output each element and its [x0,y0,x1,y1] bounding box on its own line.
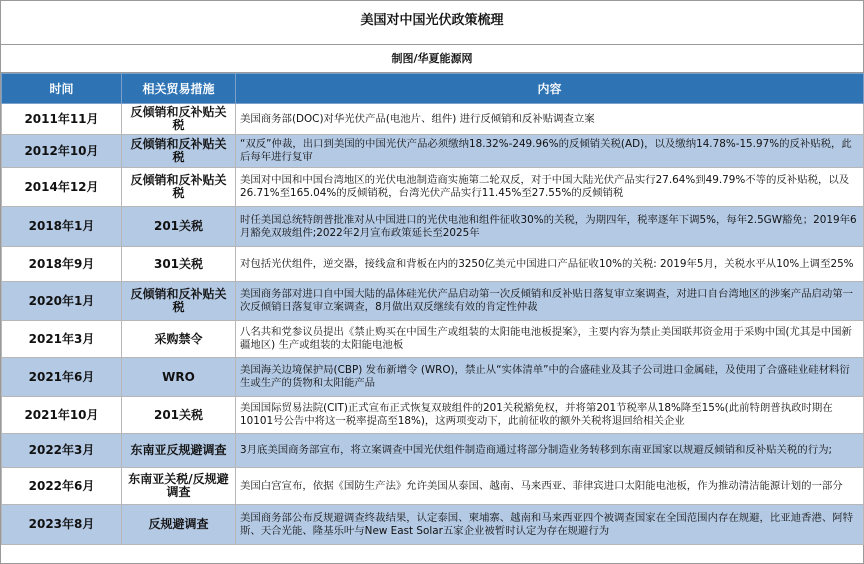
measure-cell: 反规避调查 [122,505,236,545]
measure-cell: 201关税 [122,397,236,434]
content-cell: 时任美国总统特朗普批准对从中国进口的光伏电池和组件征收30%的关税，为期四年，税率逐年下调5%，每年2.5GW豁免；2019年6月豁免双玻组件;2022年2月宣布政策延长至2025年 [236,207,864,247]
table-header-row [2,74,864,104]
time-cell: 2011年11月 [2,104,122,135]
content-cell: 美国海关边境保护局(CBP) 发布新增令 (WRO)，禁止从“实体清单”中的合盛硅业及其子公司进口金属硅，及使用了合盛硅业硅材料衍生或生产的货物和太阳能产品 [236,358,864,397]
measure-cell: WRO [122,358,236,397]
time-cell: 2021年6月 [2,358,122,397]
measure-cell: 反倾销和反补贴关税 [122,135,236,168]
content-cell: 美国商务部公布反规避调查终裁结果，认定泰国、柬埔寨、越南和马来西亚四个被调查国家在全国范围内存在规避，比亚迪香港、阿特斯、天合光能、隆基乐叶与New East Solar五家企业被暂时认定为存在规避行为 [236,505,864,545]
measure-cell: 东南亚关税/反规避调查 [122,468,236,505]
table-body [2,104,864,545]
time-cell: 2018年1月 [2,207,122,247]
content-cell: “双反”仲裁，出口到美国的中国光伏产品必须缴纳18.32%-249.96%的反倾销关税(AD)，以及缴纳14.78%-15.97%的反补贴税，此后每年进行复审 [236,135,864,168]
time-cell: 2022年3月 [2,434,122,468]
time-cell: 2020年1月 [2,282,122,321]
content-cell: 八名共和党参议员提出《禁止购买在中国生产或组装的太阳能电池板提案》，主要内容为禁止美国联邦资金用于采购中国(尤其是中国新疆地区) 生产或组装的太阳能电池板 [236,321,864,358]
table-row [2,321,864,358]
policy-table [1,73,864,545]
content-cell: 美国国际贸易法院(CIT)正式宣布正式恢复双玻组件的201关税豁免权，并将第201节税率从18%降至15%(此前特朗普执政时期在10101号公告中将这一税率提高至18%)，这两项变动下，此前征收的额外关税将退回给相关企业 [236,397,864,434]
time-cell: 2022年6月 [2,468,122,505]
content-cell: 美国白宫宣布，依据《国防生产法》允许美国从泰国、越南、马来西亚、菲律宾进口太阳能电池板，作为推动清洁能源计划的一部分 [236,468,864,505]
content-cell: 美国商务部对进口自中国大陆的晶体硅光伏产品启动第一次反倾销和反补贴日落复审立案调查，对进口自台湾地区的涉案产品启动第一次反倾销日落复审立案调查，8月做出双反继续有效的肯定性仲裁 [236,282,864,321]
table-row [2,247,864,282]
page-title: 美国对中国光伏政策梳理 [1,1,863,45]
table-row [2,104,864,135]
time-cell: 2021年10月 [2,397,122,434]
time-cell: 2021年3月 [2,321,122,358]
table-row [2,434,864,468]
table-row [2,207,864,247]
measure-cell: 301关税 [122,247,236,282]
column-header-measure: 相关贸易措施 [122,74,236,104]
content-cell: 3月底美国商务部宣布，将立案调查中国光伏组件制造商通过将部分制造业务转移到东南亚国家以规避反倾销和反补贴关税的行为; [236,434,864,468]
table-row [2,468,864,505]
time-cell: 2014年12月 [2,168,122,207]
content-cell: 美国对中国和中国台湾地区的光伏电池制造商实施第二轮双反，对于中国大陆光伏产品实行27.64%到49.79%不等的反补贴税，以及26.71%至165.04%的反倾销税，台湾光伏产品实行11.45%至27.55%的反倾销税 [236,168,864,207]
table-row [2,135,864,168]
content-cell: 美国商务部(DOC)对华光伏产品(电池片、组件) 进行反倾销和反补贴调查立案 [236,104,864,135]
table-row [2,397,864,434]
table-row [2,358,864,397]
table-row [2,505,864,545]
time-cell: 2018年9月 [2,247,122,282]
measure-cell: 201关税 [122,207,236,247]
measure-cell: 采购禁令 [122,321,236,358]
measure-cell: 反倾销和反补贴关税 [122,282,236,321]
time-cell: 2012年10月 [2,135,122,168]
time-cell: 2023年8月 [2,505,122,545]
column-header-content: 内容 [236,74,864,104]
table-row [2,168,864,207]
measure-cell: 反倾销和反补贴关税 [122,104,236,135]
measure-cell: 反倾销和反补贴关税 [122,168,236,207]
measure-cell: 东南亚反规避调查 [122,434,236,468]
table-row [2,282,864,321]
content-cell: 对包括光伏组件，逆交器，接线盒和背板在内的3250亿美元中国进口产品征收10%的关税: 2019年5月，关税水平从10%上调至25% [236,247,864,282]
page-subtitle: 制图/华夏能源网 [1,45,863,73]
column-header-time: 时间 [2,74,122,104]
